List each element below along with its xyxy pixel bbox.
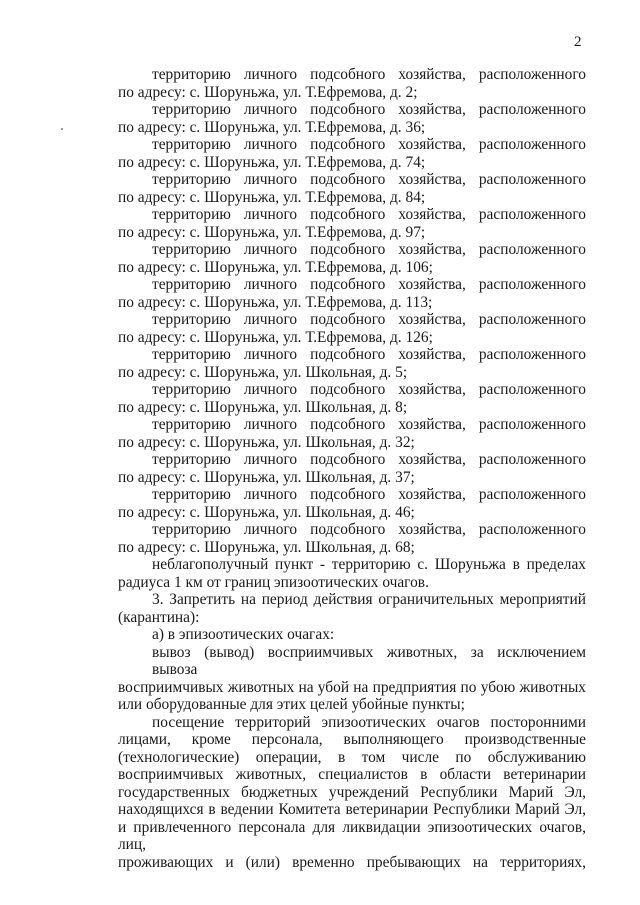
visit-ban-paragraph (118, 714, 586, 872)
address-entry (118, 276, 586, 311)
entry-word: хозяйства, (398, 451, 466, 468)
paragraph-line (118, 731, 586, 749)
paragraph-word: пребывающих (366, 853, 461, 871)
address-entry (118, 171, 586, 206)
paragraph-line: и привлеченного персонала для ликвидации эпизоотических очагов, лиц, (118, 818, 586, 853)
entry-word: подсобного (310, 451, 386, 468)
entry-word: территорию (152, 101, 231, 118)
entry-word: подсобного (310, 381, 386, 398)
entry-word: хозяйства, (398, 66, 466, 83)
address-entry (118, 241, 586, 276)
unfavorable-point-paragraph (118, 556, 586, 591)
entry-word: личного (243, 241, 298, 258)
entry-word: личного (243, 451, 298, 468)
entry-word: расположенного (478, 276, 586, 293)
entry-word: территорию (152, 276, 231, 293)
entry-word: подсобного (310, 101, 386, 118)
address-entry (118, 101, 586, 136)
entry-word: хозяйства, (398, 276, 466, 293)
address-entry (118, 311, 586, 346)
entry-description-line (118, 416, 586, 434)
entry-word: территорию (152, 311, 231, 328)
entry-word: хозяйства, (398, 346, 466, 363)
entry-word: личного (243, 521, 298, 538)
paragraph-word: в (337, 748, 346, 766)
item-3-paragraph (118, 591, 586, 626)
entry-word: личного (243, 136, 298, 153)
entry-address: по адресу: с. Шоруньжа, ул. Т.Ефремова, д. 36; (118, 118, 426, 136)
entry-word: личного (243, 276, 298, 293)
entry-word: личного (243, 416, 298, 433)
paragraph-word: по (455, 748, 472, 766)
paragraph-word: территориях, (499, 853, 586, 871)
entry-address: по адресу: с. Шоруньжа, ул. Т.Ефремова, д. 97; (118, 223, 426, 241)
entry-word: подсобного (310, 521, 386, 538)
entry-word: территорию (152, 486, 231, 503)
paragraph-line: а) в эпизоотических очагах: (152, 626, 335, 643)
entry-word: территорию (152, 381, 231, 398)
entry-word: расположенного (478, 66, 586, 83)
entry-word: подсобного (310, 311, 386, 328)
paragraph-word: на (472, 853, 488, 871)
paragraph-word: проживающих (118, 853, 214, 871)
entry-word: хозяйства, (398, 171, 466, 188)
entry-word: хозяйства, (398, 416, 466, 433)
entry-address: по адресу: с. Шоруньжа, ул. Школьная, д. 68; (118, 538, 415, 556)
paragraph-line: государственных бюджетных учреждений Республики Марий Эл, (118, 783, 586, 801)
entry-word: расположенного (478, 486, 586, 503)
entry-word: хозяйства, (398, 101, 466, 118)
paragraph-line (118, 854, 586, 872)
paragraph-line: посещение территорий эпизоотических очагов посторонними (152, 713, 586, 731)
paragraph-line: или оборудованные для этих целей убойные пункты; (118, 696, 465, 713)
entry-word: личного (243, 171, 298, 188)
paragraph-line: радиуса 1 км от границ эпизоотических очагов. (118, 573, 429, 591)
page-number: 2 (574, 34, 582, 50)
entry-description-line (118, 101, 586, 119)
paragraph-word: том (361, 748, 386, 766)
entry-word: личного (243, 66, 298, 83)
entry-description-line (118, 311, 586, 329)
address-entry (118, 381, 586, 416)
entry-word: расположенного (478, 206, 586, 223)
entry-word: расположенного (478, 416, 586, 433)
entry-word: расположенного (478, 171, 586, 188)
paragraph-word: операции, (255, 748, 322, 766)
entry-word: подсобного (310, 346, 386, 363)
entry-word: личного (243, 101, 298, 118)
entry-word: территорию (152, 416, 231, 433)
entry-word: хозяйства, (398, 486, 466, 503)
scan-speck (61, 128, 63, 130)
entry-address: по адресу: с. Шоруньжа, ул. Школьная, д. 32; (118, 433, 415, 451)
paragraph-word: кроме (191, 731, 231, 748)
address-entries (118, 66, 586, 556)
address-entry (118, 346, 586, 381)
entry-description-line (118, 276, 586, 294)
entry-word: территорию (152, 241, 231, 258)
entry-word: подсобного (310, 136, 386, 153)
entry-address: по адресу: с. Шоруньжа, ул. Т.Ефремова, д. 74; (118, 153, 426, 171)
entry-address: по адресу: с. Шоруньжа, ул. Школьная, д. 37; (118, 468, 415, 486)
entry-word: расположенного (478, 241, 586, 258)
entry-word: территорию (152, 66, 231, 83)
address-entry (118, 206, 586, 241)
address-entry (118, 521, 586, 556)
entry-word: хозяйства, (398, 241, 466, 258)
paragraph-line: восприимчивых животных, специалистов в области ветеринарии (118, 766, 586, 783)
entry-word: хозяйства, (398, 381, 466, 398)
entry-address: по адресу: с. Шоруньжа, ул. Т.Ефремова, д. 106; (118, 258, 433, 276)
entry-description-line (118, 136, 586, 154)
paragraph-word: (технологические) (118, 748, 240, 766)
paragraph-word: числе (401, 748, 439, 766)
entry-description-line (118, 381, 586, 399)
entry-word: подсобного (310, 241, 386, 258)
entry-word: хозяйства, (398, 521, 466, 538)
sub-item-a (118, 626, 586, 644)
paragraph-line: вывоз (вывод) восприимчивых животных, за исключением вывоза (152, 643, 586, 678)
entry-word: расположенного (478, 451, 586, 468)
entry-word: расположенного (478, 521, 586, 538)
entry-word: подсобного (310, 171, 386, 188)
paragraph-word: выполняющего (343, 731, 444, 748)
entry-description-line (118, 521, 586, 539)
entry-word: территорию (152, 206, 231, 223)
paragraph-line: (карантина): (118, 608, 200, 626)
paragraph-line (118, 749, 586, 767)
entry-description-line (118, 346, 586, 364)
entry-word: расположенного (478, 381, 586, 398)
entry-word: личного (243, 206, 298, 223)
entry-word: расположенного (478, 346, 586, 363)
entry-word: территорию (152, 136, 231, 153)
entry-address: по адресу: с. Шоруньжа, ул. Т.Ефремова, д. 113; (118, 293, 433, 311)
paragraph-word: производственные (464, 731, 586, 748)
entry-word: подсобного (310, 416, 386, 433)
entry-word: территорию (152, 451, 231, 468)
entry-address: по адресу: с. Шоруньжа, ул. Т.Ефремова, д. 2; (118, 83, 418, 101)
address-entry (118, 486, 586, 521)
entry-word: личного (243, 381, 298, 398)
paragraph-word: (или) (245, 853, 281, 871)
address-entry (118, 136, 586, 171)
entry-description-line (118, 66, 586, 84)
address-entry (118, 66, 586, 101)
entry-word: расположенного (478, 101, 586, 118)
entry-word: подсобного (310, 276, 386, 293)
paragraph-word: лицами, (118, 731, 171, 748)
entry-word: хозяйства, (398, 206, 466, 223)
entry-word: хозяйства, (398, 311, 466, 328)
entry-word: территорию (152, 346, 231, 363)
paragraph-word: персонала, (251, 731, 323, 748)
paragraph-word: и (225, 853, 234, 871)
address-entry (118, 416, 586, 451)
entry-description-line (118, 451, 586, 469)
paragraph-line: неблагополучный пункт - территорию с. Шоруньжа в пределах (152, 556, 586, 573)
paragraph-word: обслуживанию (487, 748, 586, 766)
export-ban-paragraph (118, 644, 586, 714)
entry-word: личного (243, 311, 298, 328)
entry-word: подсобного (310, 66, 386, 83)
entry-description-line (118, 171, 586, 189)
entry-description-line (118, 241, 586, 259)
entry-word: расположенного (478, 311, 586, 328)
entry-address: по адресу: с. Шоруньжа, ул. Школьная, д. 46; (118, 503, 415, 521)
paragraph-line: находящихся в ведении Комитета ветеринарии Республики Марий Эл, (118, 801, 586, 818)
entry-word: территорию (152, 521, 231, 538)
address-entry (118, 451, 586, 486)
entry-description-line (118, 206, 586, 224)
entry-address: по адресу: с. Шоруньжа, ул. Школьная, д. 5; (118, 363, 408, 381)
entry-word: подсобного (310, 206, 386, 223)
entry-address: по адресу: с. Шоруньжа, ул. Т.Ефремова, д. 126; (118, 328, 433, 346)
entry-word: личного (243, 486, 298, 503)
entry-word: хозяйства, (398, 136, 466, 153)
entry-address: по адресу: с. Шоруньжа, ул. Т.Ефремова, д. 84; (118, 188, 426, 206)
entry-address: по адресу: с. Шоруньжа, ул. Школьная, д. 8; (118, 398, 408, 416)
paragraph-word: временно (292, 853, 355, 871)
paragraph-line: восприимчивых животных на убой на предприятия по убою животных (118, 678, 586, 696)
entry-word: расположенного (478, 136, 586, 153)
document-body (118, 66, 586, 871)
paragraph-line: 3. Запретить на период действия ограничительных мероприятий (152, 591, 586, 608)
entry-word: подсобного (310, 486, 386, 503)
entry-word: территорию (152, 171, 231, 188)
entry-word: личного (243, 346, 298, 363)
entry-description-line (118, 486, 586, 504)
